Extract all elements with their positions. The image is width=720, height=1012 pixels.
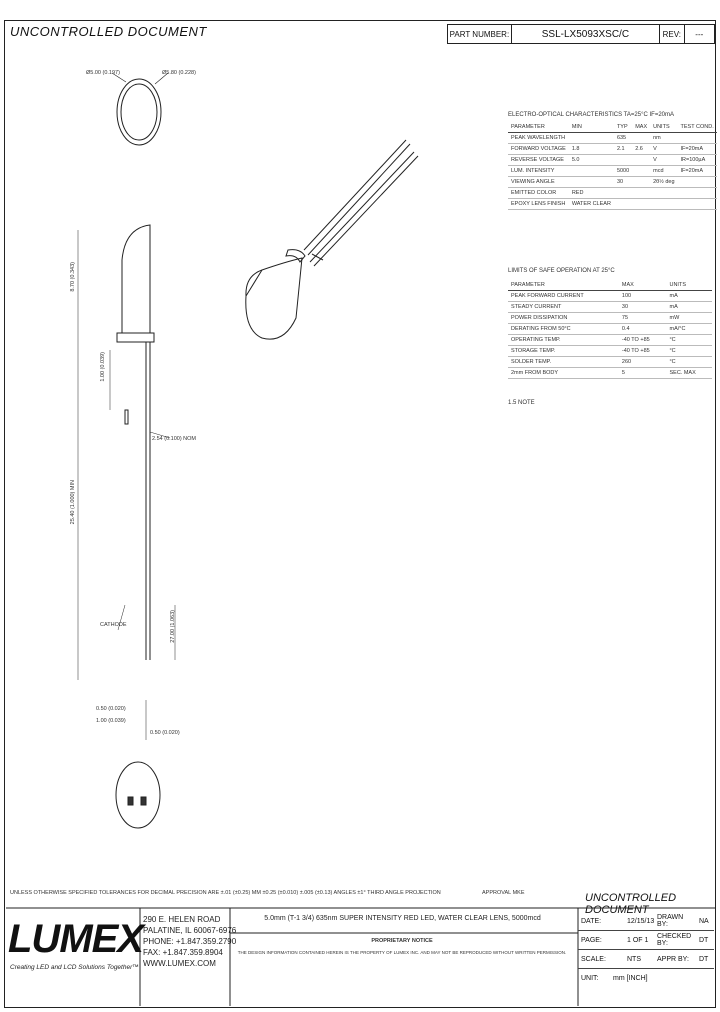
checked-label: CHECKED BY: [657,933,692,947]
title-block-right [578,912,714,987]
part-number-label: PART NUMBER: [448,25,512,43]
dim-lead-pitch: 2.54 (0.100) NOM [152,436,197,442]
eo-cell: IF=20mA [678,144,717,155]
max-cell: mA/°C [666,324,712,335]
max-column-header: PARAMETER [508,280,619,291]
dim-lead-width: 0.50 (0.020) [96,706,126,712]
max-cell: mW [666,313,712,324]
eo-cell: 2.1 [614,144,632,155]
eo-cell: 2θ½ deg [650,177,677,188]
eo-column-header: TYP [614,122,632,133]
eo-cell: mcd [650,166,677,177]
eo-cell: EPOXY LENS FINISH [508,199,569,210]
dim-lead-total: 27.00 (1.063) [170,610,176,643]
part-description: 5.0mm (T-1 3/4) 635nm SUPER INTENSITY RED LED, WATER CLEAR LENS, 5000mcd [264,915,541,922]
max-cell: -40 TO +85 [619,346,667,357]
address-line: WWW.LUMEX.COM [143,959,216,968]
eo-cell: 5000 [614,166,632,177]
page-value: 1 OF 1 [627,936,649,944]
eo-cell: IR=100µA [678,155,717,166]
dim-lead-sq: 0.50 (0.020) [150,730,180,736]
eo-column-header: PARAMETER [508,122,569,133]
max-cell: 260 [619,357,667,368]
notice-text: THE DESIGN INFORMATION CONTAINED HEREIN IS THE PROPERTY OF LUMEX INC. AND MAY NOT BE REPRODUCED WITHOUT WRITTEN PERMISSION. [237,950,567,955]
approved-value: DT [699,955,709,963]
max-cell: 30 [619,302,667,313]
eo-column-header: MAX [632,122,650,133]
address-line: 290 E. HELEN ROAD [143,915,221,924]
unit-label: UNIT: [581,974,599,982]
company-tagline: Creating LED and LCD Solutions Together™ [10,964,139,971]
address-line: PALATINE, IL 60067-6976 [143,926,237,935]
date-value: 12/15/13 [627,917,655,925]
max-column-header: MAX [619,280,667,291]
eo-cell: EMITTED COLOR [508,188,569,199]
max-table-title: LIMITS OF SAFE OPERATION AT 25°C [508,268,615,274]
dim-lead-length: 25.40 (1.000) MIN [70,480,76,525]
scale-label: SCALE: [581,955,606,963]
dim-flange: 1.00 (0.039) [100,352,106,382]
max-column-header: UNITS [666,280,712,291]
eo-cell: 1.8 [569,144,614,155]
dim-lead-space: 1.00 (0.039) [96,718,126,724]
dim-diameter-left: Ø5.00 (0.197) [86,70,120,76]
unit-value: mm [INCH] [613,974,648,982]
eo-cell: WATER CLEAR [569,199,614,210]
approval-mark: APPROVAL MKE [482,890,525,896]
max-cell: 75 [619,313,667,324]
eo-cell: PEAK WAVELENGTH [508,133,569,144]
eo-cell: 5.0 [569,155,614,166]
max-cell: 5 [619,368,667,379]
uncontrolled-header: UNCONTROLLED DOCUMENT [10,24,207,39]
max-cell: °C [666,346,712,357]
part-number-value: SSL-LX5093XSC/C [512,25,660,43]
max-cell: SEC. MAX [666,368,712,379]
eo-column-header: MIN [569,122,614,133]
max-cell: °C [666,357,712,368]
dim-lens-height: 8.70 (0.343) [70,262,76,292]
max-cell: DERATING FROM 50°C [508,324,619,335]
eo-column-header: UNITS [650,122,677,133]
eo-cell: nm [650,133,677,144]
max-cell: STEADY CURRENT [508,302,619,313]
checked-value: DT [699,936,709,944]
page-label: PAGE: [581,936,602,944]
eo-table-title: ELECTRO-OPTICAL CHARACTERISTICS TA=25°C IF=20mA [508,112,674,118]
eo-cell: LUM. INTENSITY [508,166,569,177]
eo-column-header: TEST COND. [678,122,717,133]
max-cell: 2mm FROM BODY [508,368,619,379]
max-cell: °C [666,335,712,346]
max-cell: 0.4 [619,324,667,335]
max-cell: PEAK FORWARD CURRENT [508,291,619,302]
max-table-note: 1.5 NOTE [508,400,535,406]
company-address [143,914,236,969]
eo-cell: 30 [614,177,632,188]
rev-value: --- [695,29,704,39]
eo-cell: IF=20mA [678,166,717,177]
max-cell: POWER DISSIPATION [508,313,619,324]
max-cell: mA [666,291,712,302]
lumex-logo: LUMEX [8,917,143,961]
cathode-label: CATHODE [100,622,127,628]
eo-cell: V [650,144,677,155]
max-cell: 100 [619,291,667,302]
approved-label: APPR BY: [657,955,689,963]
eo-cell: REVERSE VOLTAGE [508,155,569,166]
eo-cell: FORWARD VOLTAGE [508,144,569,155]
eo-cell: 2.6 [632,144,650,155]
tolerance-note: UNLESS OTHERWISE SPECIFIED TOLERANCES FOR DECIMAL PRECISION ARE ±.01 (±0.25) MM ±0.25 (±0.010) ±.005 (±0.13) ANGLES ±1° THIRD ANGLE PROJECTION [10,890,441,896]
max-cell: SOLDER TEMP. [508,357,619,368]
address-line: FAX: +1.847.359.8904 [143,948,223,957]
rev-label: REV: [660,25,685,43]
max-cell: STORAGE TEMP. [508,346,619,357]
address-line: PHONE: +1.847.359.2790 [143,937,237,946]
eo-cell: VIEWING ANGLE [508,177,569,188]
max-cell: -40 TO +85 [619,335,667,346]
max-cell: mA [666,302,712,313]
drawn-label: DRAWN BY: [657,914,684,928]
dim-diameter-right: Ø5.80 (0.228) [162,70,196,76]
date-label: DATE: [581,917,602,925]
scale-value: NTS [627,955,641,963]
drawn-value: NA [699,917,709,925]
footer-uncontrolled: UNCONTROLLED DOCUMENT [585,892,677,916]
notice-heading: PROPRIETARY NOTICE [371,938,433,944]
max-cell: OPERATING TEMP. [508,335,619,346]
eo-cell: V [650,155,677,166]
eo-cell: RED [569,188,614,199]
eo-cell: 635 [614,133,632,144]
